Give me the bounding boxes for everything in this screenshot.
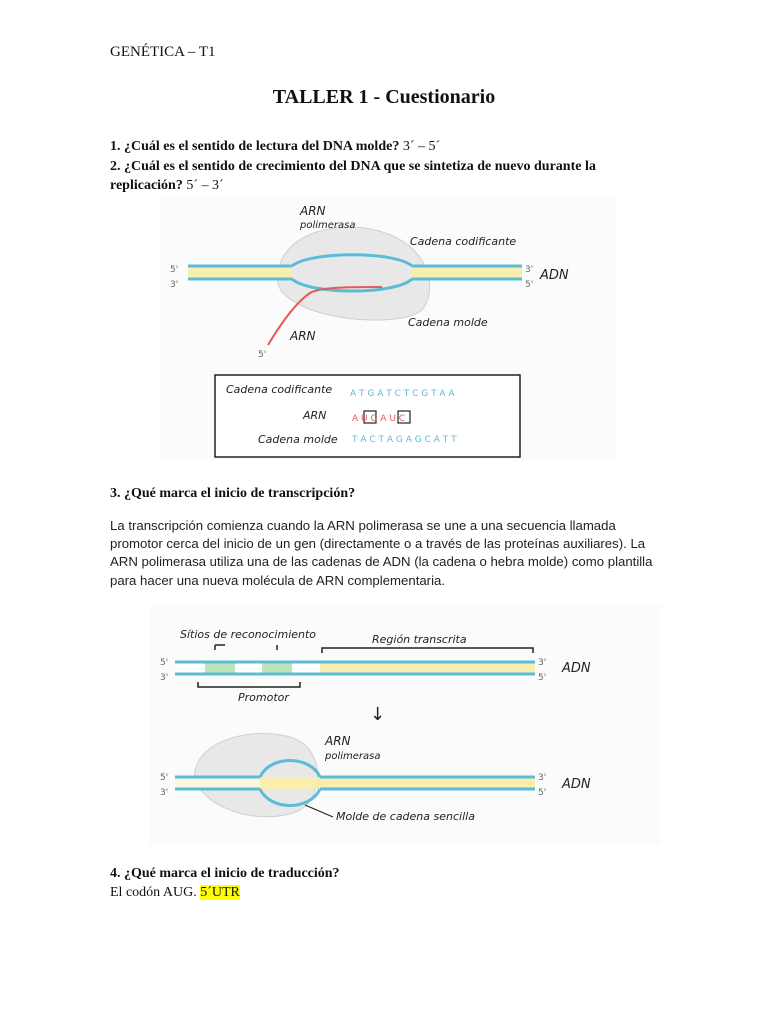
highlighted-utr: 5´UTR [200, 885, 240, 900]
rna-polymerase-label: ARN [300, 204, 326, 218]
rna-polymerase-label-fig2-2: polimerasa [325, 751, 381, 762]
dna-right [412, 266, 522, 279]
f2b-five-right: 5' [538, 788, 547, 798]
recognition-site-1 [205, 662, 235, 674]
promoter-label: Promotor [238, 691, 289, 704]
three-label: 3' [170, 280, 179, 290]
box-template-seq: T A C T A G A G C A T T [352, 435, 457, 445]
three-label-right: 3' [525, 265, 534, 275]
question-4-answer-text: El codón AUG. [110, 885, 201, 900]
transcription-figure [160, 195, 615, 460]
template-strand-label: Cadena molde [408, 316, 488, 329]
down-arrow-icon: ↓ [370, 704, 386, 725]
question-3-paragraph: La transcripción comienza cuando la ARN polimerasa se une a una secuencia llamada promotor cerca del inicio de un gen (directamente o a través de las proteínas auxiliares). La ARN polimerasa utiliza una de las cadenas de ADN (la cadena o hebra molde) como plantilla para hacer una nueva molécula de ARN complementaria. [110, 518, 653, 588]
coding-strand-label: Cadena codificante [410, 235, 517, 248]
question-1 [110, 137, 655, 156]
box-template-label: Cadena molde [258, 433, 338, 446]
question-2-answer: 5´ – 3´ [182, 178, 224, 193]
f2-five-right: 5' [538, 673, 547, 683]
question-2-label: 2. ¿Cuál es el sentido de crecimiento del DNA que se sintetiza de nuevo durante la replicación? [110, 159, 596, 193]
five-label: 5' [170, 265, 179, 275]
dna-left [188, 266, 292, 279]
question-4 [110, 864, 655, 883]
rna-five-label: 5' [258, 350, 267, 360]
question-4-label: 4. ¿Qué marca el inicio de traducción? [110, 866, 340, 881]
transcribed-region-label: Región transcrita [372, 633, 467, 646]
dna-label-bottom: ADN [562, 777, 591, 792]
box-rna-label: ARN [303, 409, 327, 422]
question-3 [110, 484, 655, 503]
f2-five: 5' [160, 658, 169, 668]
dna-label: ADN [540, 268, 569, 283]
page-title: TALLER 1 - Cuestionario [272, 86, 496, 108]
rna-polymerase-label-2: polimerasa [300, 220, 356, 231]
recognition-sites-label: Sítios de reconocimiento [180, 628, 317, 641]
box-rna-seq: A U G A U C [352, 414, 406, 424]
f2-three: 3' [160, 673, 169, 683]
five-label-right: 5' [525, 280, 534, 290]
recognition-site-2 [262, 662, 292, 674]
question-3-label: 3. ¿Qué marca el inicio de transcripción? [110, 486, 356, 501]
f2b-three-right: 3' [538, 773, 547, 783]
box-coding-seq: A T G A T C T C G T A A [350, 389, 455, 399]
promoter-figure [150, 605, 660, 845]
dna-label-top: ADN [562, 661, 591, 676]
rna-label: ARN [290, 329, 316, 343]
rna-polymerase-label-fig2: ARN [325, 734, 351, 748]
question-4-answer [110, 883, 655, 902]
f2b-three: 3' [160, 788, 169, 798]
box-coding-label: Cadena codificante [226, 383, 333, 396]
transcribed-region [320, 662, 535, 674]
question-1-answer: 3´ – 5´ [399, 139, 441, 154]
document-header: GENÉTICA – T1 [110, 44, 216, 60]
single-strand-template-label: Molde de cadena sencilla [336, 810, 475, 823]
question-1-label: 1. ¿Cuál es el sentido de lectura del DNA molde? [110, 139, 400, 154]
f2-three-right: 3' [538, 658, 547, 668]
f2b-five: 5' [160, 773, 169, 783]
question-2 [110, 157, 655, 195]
